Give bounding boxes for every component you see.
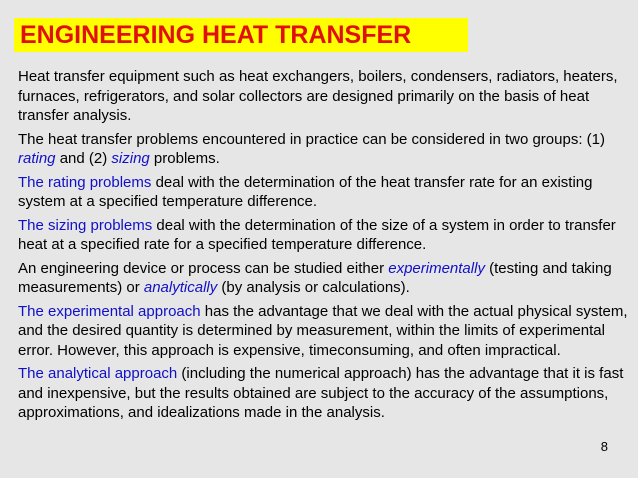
slide-body (18, 67, 630, 427)
paragraph-equipment (18, 67, 630, 126)
heading-rating-problems: The rating problems (18, 173, 152, 191)
paragraph-text: (including the numerical approach) has the advantage that it is fast and inexpensive, but the results obtained are subject to the accuracy of the assumptions, approximations, and idealizations made in the analysis. (18, 365, 624, 421)
paragraph-text: Heat transfer equipment such as heat exchangers, boilers, condensers, radiators, heaters, furnaces, refrigerators, and solar collectors are designed primarily on the basis of heat transfer analysis. (18, 68, 618, 124)
heading-analytical-approach: The analytical approach (18, 365, 178, 382)
term-experimentally: experimentally (388, 259, 485, 277)
title-bar (14, 18, 468, 52)
paragraph-sizing-problems (18, 216, 630, 255)
term-sizing: sizing (111, 150, 150, 167)
paragraph-text: deal with the determination of the heat transfer rate for an existing system at a specified temperature difference. (18, 173, 593, 210)
page-number: 8 (600, 439, 608, 454)
slide-title: ENGINEERING HEAT TRANSFER (20, 21, 412, 49)
paragraph-study-methods (18, 259, 630, 298)
paragraph-rating-problems (18, 173, 630, 212)
paragraph-text: has the advantage that we deal with the actual physical system, and the desired quantity is determined by measurement, within the limits of experimental error. However, this approach is expensive, timeconsuming, and often impractical. (18, 302, 628, 359)
paragraph-text: (testing and taking measurements) or (18, 259, 612, 296)
heading-sizing-problems: The sizing problems (18, 216, 153, 234)
paragraph-experimental-approach (18, 302, 630, 361)
term-rating: rating (18, 150, 56, 167)
paragraph-text: problems. (149, 150, 220, 167)
paragraph-problem-groups (18, 130, 630, 169)
paragraph-text: deal with the determination of the size of a system in order to transfer heat at a specified rate for a specified temperature difference. (18, 216, 616, 253)
paragraph-text: and (2) (55, 150, 112, 167)
heading-experimental-approach: The experimental approach (18, 302, 201, 320)
term-analytically: analytically (143, 279, 218, 296)
paragraph-text: An engineering device or process can be studied either (18, 259, 389, 277)
paragraph-text: (by analysis or calculations). (217, 279, 410, 296)
paragraph-analytical-approach (18, 364, 630, 423)
paragraph-text: The heat transfer problems encountered in practice can be considered in two groups: (1) (18, 130, 605, 148)
